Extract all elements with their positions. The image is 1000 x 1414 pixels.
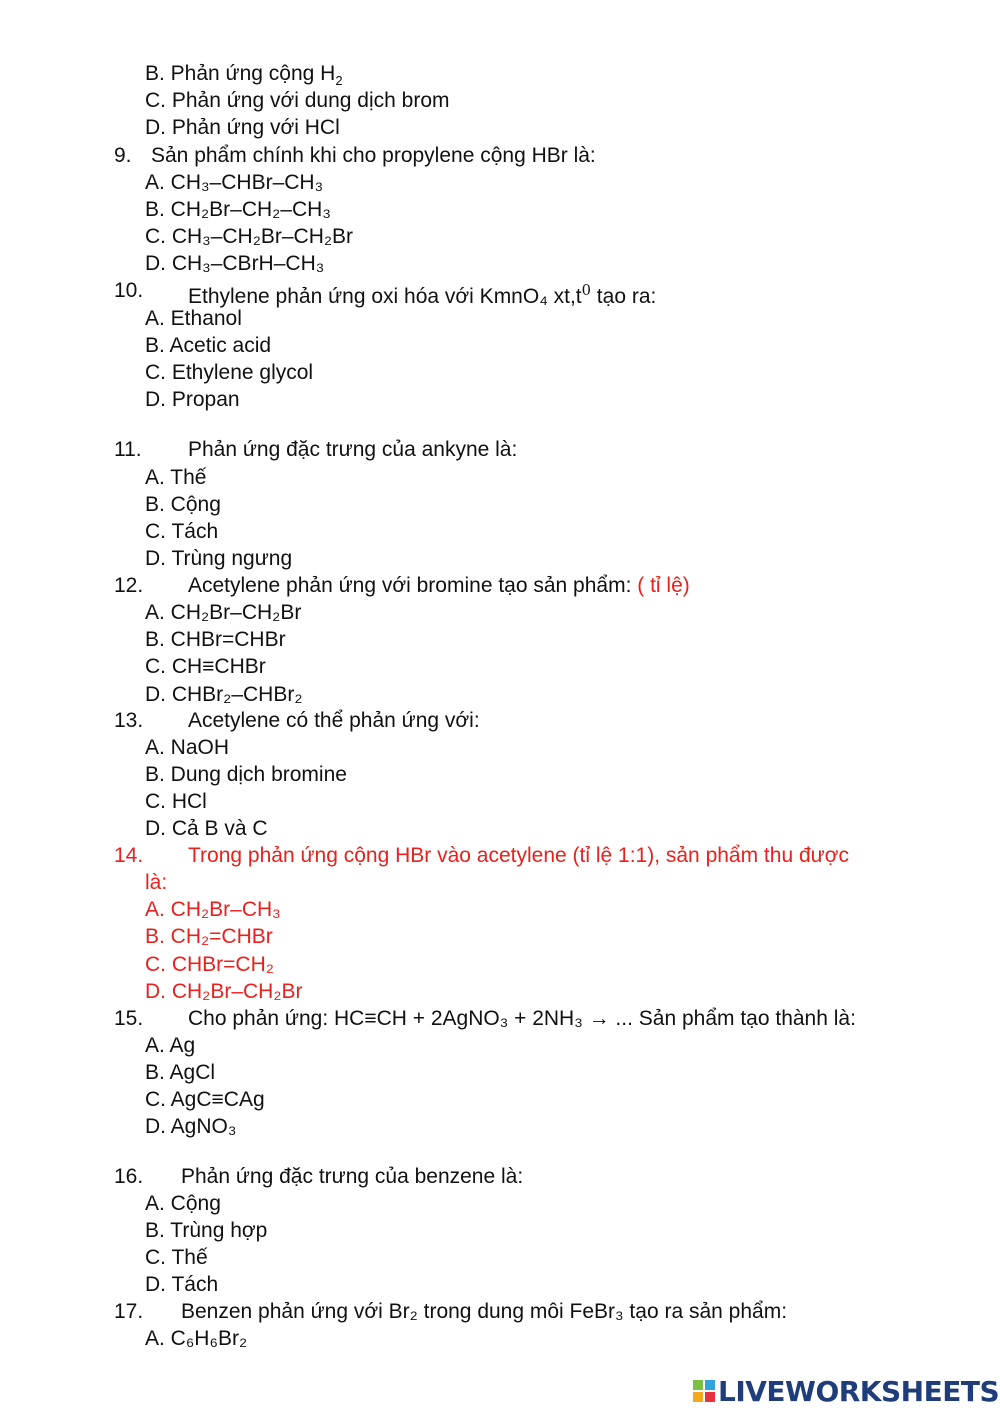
q10-number: 10. (114, 279, 144, 302)
q14-option-d: D. CH₂Br–CH₂Br (145, 980, 303, 1003)
q13-number: 13. (114, 709, 144, 732)
q9-text: Sản phẩm chính khi cho propylene cộng HBr là: (151, 144, 596, 167)
q9-option-c: C. CH₃–CH₂Br–CH₂Br (145, 225, 354, 248)
q14-number: 14. (114, 844, 144, 867)
liveworksheets-logo-text: LIVEWORKSHEETS (718, 1374, 1000, 1408)
q10-option-c: C. Ethylene glycol (145, 361, 314, 384)
q13-option-d: D. Cả B và C (145, 817, 268, 840)
q15-number: 15. (114, 1007, 144, 1030)
q8-option-b: B. Phản ứng cộng $H_2$ (145, 62, 343, 89)
q11-number: 11. (114, 438, 142, 461)
q14-text-cont: là: (145, 871, 168, 894)
q17-number: 17. (114, 1300, 144, 1323)
q11-option-d: D. Trùng ngưng (145, 547, 293, 570)
q13-option-c: C. HCl (145, 790, 207, 813)
q14-option-b: B. CH₂=CHBr (145, 925, 273, 948)
q16-text: Phản ứng đặc trưng của benzene là: (181, 1165, 524, 1188)
q12-ratio-note: ( tỉ lệ) (637, 574, 690, 597)
q12-option-a: A. CH₂Br–CH₂Br (145, 601, 302, 624)
q12-number: 12. (114, 574, 144, 597)
q13-text: Acetylene có thể phản ứng với: (188, 709, 480, 732)
q9-number: 9. (114, 144, 132, 167)
q12-option-c: C. CH≡CHBr (145, 655, 266, 678)
q13-option-a: A. NaOH (145, 736, 230, 759)
q15-option-d: D. AgNO₃ (145, 1115, 237, 1138)
q15-text: Cho phản ứng: HC≡CH + 2AgNO₃ + 2NH₃ → ... Sản phẩm tạo thành là: (188, 1007, 856, 1030)
q14-option-c: C. CHBr=CH₂ (145, 953, 274, 976)
q12-text: Acetylene phản ứng với bromine tạo sản phẩm: ( tỉ lệ) (188, 574, 690, 597)
liveworksheets-logo (693, 1374, 999, 1408)
q11-text: Phản ứng đặc trưng của ankyne là: (188, 438, 518, 461)
liveworksheets-logo-icon (693, 1380, 715, 1402)
q16-option-b: B. Trùng hợp (145, 1219, 268, 1242)
q10-text: Ethylene phản ứng oxi hóa với KmnO₄ $xt,t^0$ tạo ra: (188, 282, 657, 309)
q9-option-b: B. CH₂Br–CH₂–CH₃ (145, 198, 331, 221)
q16-option-d: D. Tách (145, 1273, 219, 1296)
q11-option-b: B. Cộng (145, 493, 221, 516)
q16-number: 16. (114, 1165, 144, 1188)
q12-option-b: B. CHBr=CHBr (145, 628, 286, 651)
q10-option-a: A. Ethanol (145, 307, 242, 330)
q15-option-a: A. Ag (145, 1034, 196, 1057)
q8-option-c: C. Phản ứng với dung dịch brom (145, 89, 450, 112)
q11-option-a: A. Thế (145, 466, 207, 489)
q12-option-d: D. CHBr₂–CHBr₂ (145, 683, 303, 706)
q14-text: Trong phản ứng cộng HBr vào acetylene (tỉ lệ 1:1), sản phẩm thu được (188, 844, 849, 867)
q16-option-a: A. Cộng (145, 1192, 221, 1215)
q10-option-b: B. Acetic acid (145, 334, 272, 357)
q17-option-a: A. C₆H₆Br₂ (145, 1327, 248, 1350)
q9-option-d: D. CH₃–CBrH–CH₃ (145, 252, 325, 275)
q10-option-d: D. Propan (145, 388, 240, 411)
q16-option-c: C. Thế (145, 1246, 208, 1269)
q14-option-a: A. CH₂Br–CH₃ (145, 898, 281, 921)
q15-option-c: C. AgC≡CAg (145, 1088, 265, 1111)
q17-text: Benzen phản ứng với Br₂ trong dung môi FeBr₃ tạo ra sản phẩm: (181, 1300, 788, 1323)
q8-option-d: D. Phản ứng với HCl (145, 116, 340, 139)
q11-option-c: C. Tách (145, 520, 219, 543)
q13-option-b: B. Dung dịch bromine (145, 763, 347, 786)
q15-option-b: B. AgCl (145, 1061, 216, 1084)
q9-option-a: A. CH₃–CHBr–CH₃ (145, 171, 324, 194)
